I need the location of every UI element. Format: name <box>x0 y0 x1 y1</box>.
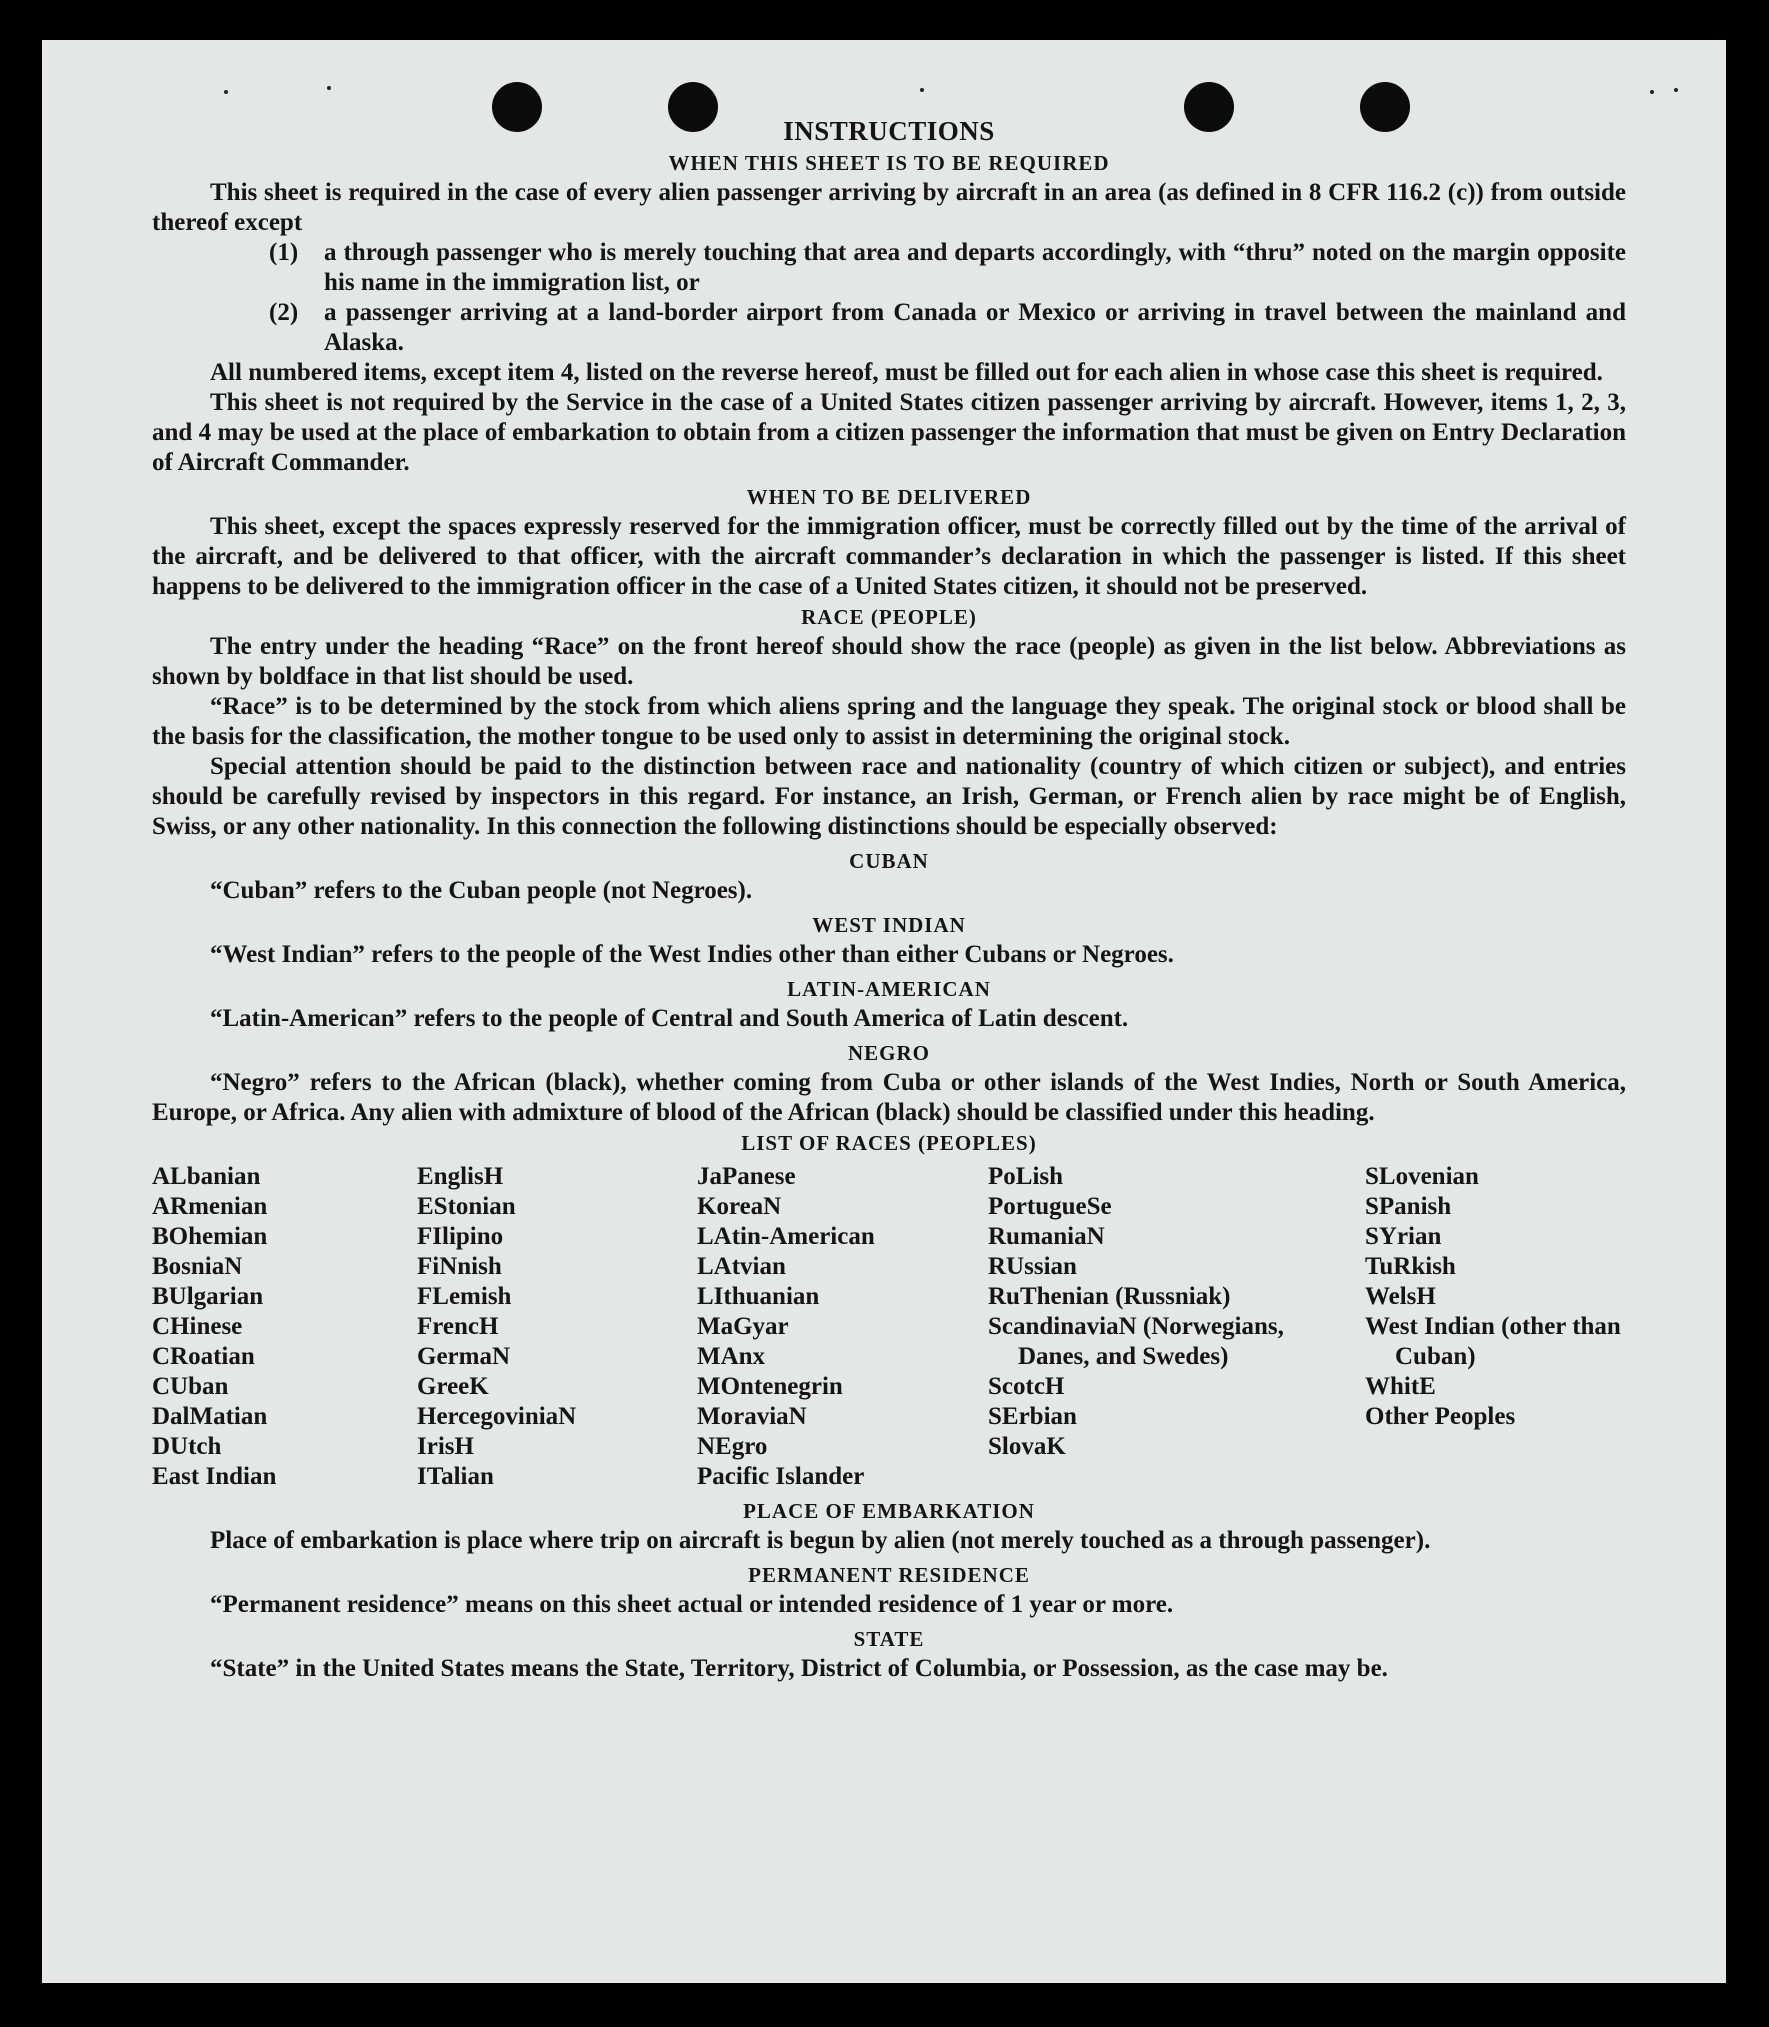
race-entry: ARmenian <box>152 1193 268 1220</box>
paragraph: “Cuban” refers to the Cuban people (not Negroes). <box>210 877 753 904</box>
races-list <box>152 1162 1626 1492</box>
race-entry: LAtvian <box>697 1253 786 1280</box>
race-entry: DUtch <box>152 1433 222 1460</box>
race-entry: ScandinaviaN (Norwegians, Danes, and Swedes) <box>988 1313 1284 1370</box>
race-entry: MAnx <box>697 1343 766 1370</box>
race-entry: SlovaK <box>988 1433 1066 1460</box>
race-entry: West Indian (other than Cuban) <box>1365 1313 1621 1370</box>
paragraph: “Race” is to be determined by the stock from which aliens spring and the language they speak. The original stock or blood shall be the basis for the classification, the mother tongue to be used only to assist in determining the original stock. <box>152 693 1626 750</box>
paper-speck <box>920 88 924 92</box>
race-entry: JaPanese <box>697 1163 796 1190</box>
race-entry: SErbian <box>988 1403 1077 1430</box>
race-entry: KoreaN <box>697 1193 782 1220</box>
paper-speck <box>327 86 331 90</box>
section-heading-when-delivered: WHEN TO BE DELIVERED <box>746 485 1032 509</box>
race-entry: RUssian <box>988 1253 1077 1280</box>
race-entry: CHinese <box>152 1313 243 1340</box>
paragraph: Special attention should be paid to the distinction between race and nationality (country of which citizen or subject), and entries should be carefully revised by inspectors in this regard. For instance, an Irish, German, or French alien by race might be of English, Swiss, or any other nationality. In this connection the following distinctions should be especially observed: <box>152 753 1626 840</box>
race-entry: GreeK <box>417 1373 489 1400</box>
paragraph: “Latin-American” refers to the people of Central and South America of Latin descent. <box>210 1005 1129 1032</box>
paragraph: This sheet is not required by the Service in the case of a United States citizen passenger arriving by aircraft. However, items 1, 2, 3, and 4 may be used at the place of embarkation to obtain from a citizen passenger the information that must be given on Entry Declaration of Aircraft Commander. <box>152 389 1626 476</box>
race-entry: SLovenian <box>1365 1163 1479 1190</box>
section-heading-negro: NEGRO <box>847 1041 930 1065</box>
race-entry: MaGyar <box>697 1313 789 1340</box>
paragraph: “West Indian” refers to the people of the West Indies other than either Cubans or Negroes. <box>210 941 1174 968</box>
races-column <box>988 1162 1365 1492</box>
paragraph: All numbered items, except item 4, listed on the reverse hereof, must be filled out for each alien in whose case this sheet is required. <box>210 359 1603 386</box>
race-entry: ScotcH <box>988 1373 1065 1400</box>
races-column <box>1365 1162 1626 1492</box>
race-entry: NEgro <box>697 1433 768 1460</box>
list-item <box>152 238 1626 298</box>
paper-speck <box>224 90 228 94</box>
race-entry: WelsH <box>1365 1283 1436 1310</box>
paragraph: “State” in the United States means the State, Territory, District of Columbia, or Possession, as the case may be. <box>210 1655 1388 1682</box>
race-entry: WhitE <box>1365 1373 1436 1400</box>
races-column <box>697 1162 988 1492</box>
race-entry: DalMatian <box>152 1403 268 1430</box>
paragraph: “Permanent residence” means on this sheet actual or intended residence of 1 year or more. <box>210 1591 1174 1618</box>
race-entry: LIthuanian <box>697 1283 820 1310</box>
document-sheet <box>42 40 1726 1983</box>
race-entry: PoLish <box>988 1163 1064 1190</box>
paper-speck <box>1674 88 1678 92</box>
race-entry: RuThenian (Russniak) <box>988 1283 1231 1310</box>
race-entry: SYrian <box>1365 1223 1442 1250</box>
section-heading-residence: PERMANENT RESIDENCE <box>748 1563 1030 1587</box>
paper-speck <box>1650 90 1654 94</box>
race-entry: GermaN <box>417 1343 511 1370</box>
section-heading-west-indian: WEST INDIAN <box>812 913 966 937</box>
race-entry: FiNnish <box>417 1253 502 1280</box>
item-number: (2) <box>269 299 299 326</box>
race-entry: ITalian <box>417 1463 494 1490</box>
race-entry: TuRkish <box>1365 1253 1456 1280</box>
race-entry: ALbanian <box>152 1163 261 1190</box>
race-entry: RumaniaN <box>988 1223 1105 1250</box>
races-column <box>152 1162 417 1492</box>
race-entry: BOhemian <box>152 1223 268 1250</box>
list-item <box>152 298 1626 358</box>
race-entry: East Indian <box>152 1463 277 1490</box>
section-heading-race: RACE (PEOPLE) <box>801 605 977 629</box>
instructions-content <box>152 114 1626 1684</box>
race-entry: Pacific Islander <box>697 1463 865 1490</box>
race-entry: CRoatian <box>152 1343 255 1370</box>
race-entry: MoraviaN <box>697 1403 807 1430</box>
section-heading-when-required: WHEN THIS SHEET IS TO BE REQUIRED <box>668 151 1110 175</box>
section-heading-embarkation: PLACE OF EMBARKATION <box>743 1499 1035 1523</box>
race-entry: Other Peoples <box>1365 1403 1516 1430</box>
race-entry: LAtin-American <box>697 1223 875 1250</box>
race-entry: BUlgarian <box>152 1283 264 1310</box>
paragraph: “Negro” refers to the African (black), whether coming from Cuba or other islands of the West Indies, North or South America, Europe, or Africa. Any alien with admixture of blood of the African (black) should be classified under this heading. <box>152 1069 1626 1126</box>
paragraph: This sheet, except the spaces expressly reserved for the immigration officer, must be correctly filled out by the time of the arrival of the aircraft, and be delivered to that officer, with the aircraft commander’s declaration in which the passenger is listed. If this sheet happens to be delivered to the immigration officer in the case of a United States citizen, it should not be preserved. <box>152 513 1626 600</box>
race-entry: EnglisH <box>417 1163 504 1190</box>
race-entry: SPanish <box>1365 1193 1452 1220</box>
page-title: INSTRUCTIONS <box>783 116 995 146</box>
section-heading-latin-american: LATIN-AMERICAN <box>787 977 991 1001</box>
item-number: (1) <box>269 239 299 266</box>
race-entry: IrisH <box>417 1433 474 1460</box>
paragraph: This sheet is required in the case of every alien passenger arriving by aircraft in an area (as defined in 8 CFR 116.2 (c)) from outside thereof except <box>152 179 1626 236</box>
race-entry: FIlipino <box>417 1223 504 1250</box>
paragraph: Place of embarkation is place where trip on aircraft is begun by alien (not merely touched as a through passenger). <box>210 1527 1431 1554</box>
race-entry: CUban <box>152 1373 229 1400</box>
race-entry: MOntenegrin <box>697 1373 843 1400</box>
race-entry: BosniaN <box>152 1253 243 1280</box>
race-entry: FLemish <box>417 1283 512 1310</box>
races-column <box>417 1162 697 1492</box>
paragraph: The entry under the heading “Race” on the front hereof should show the race (people) as given in the list below. Abbreviations as shown by boldface in that list should be used. <box>152 633 1626 690</box>
race-entry: FrencH <box>417 1313 499 1340</box>
race-entry: EStonian <box>417 1193 516 1220</box>
race-entry: HercegoviniaN <box>417 1403 577 1430</box>
item-text: a through passenger who is merely touching that area and departs accordingly, with “thru” noted on the margin opposite his name in the immigration list, or <box>324 239 1626 296</box>
race-entry: PortugueSe <box>988 1193 1112 1220</box>
item-text: a passenger arriving at a land-border airport from Canada or Mexico or arriving in travel between the mainland and Alaska. <box>324 299 1626 356</box>
section-heading-state: STATE <box>853 1627 925 1651</box>
section-heading-cuban: CUBAN <box>849 849 929 873</box>
section-heading-list-of-races: LIST OF RACES (PEOPLES) <box>741 1131 1037 1155</box>
